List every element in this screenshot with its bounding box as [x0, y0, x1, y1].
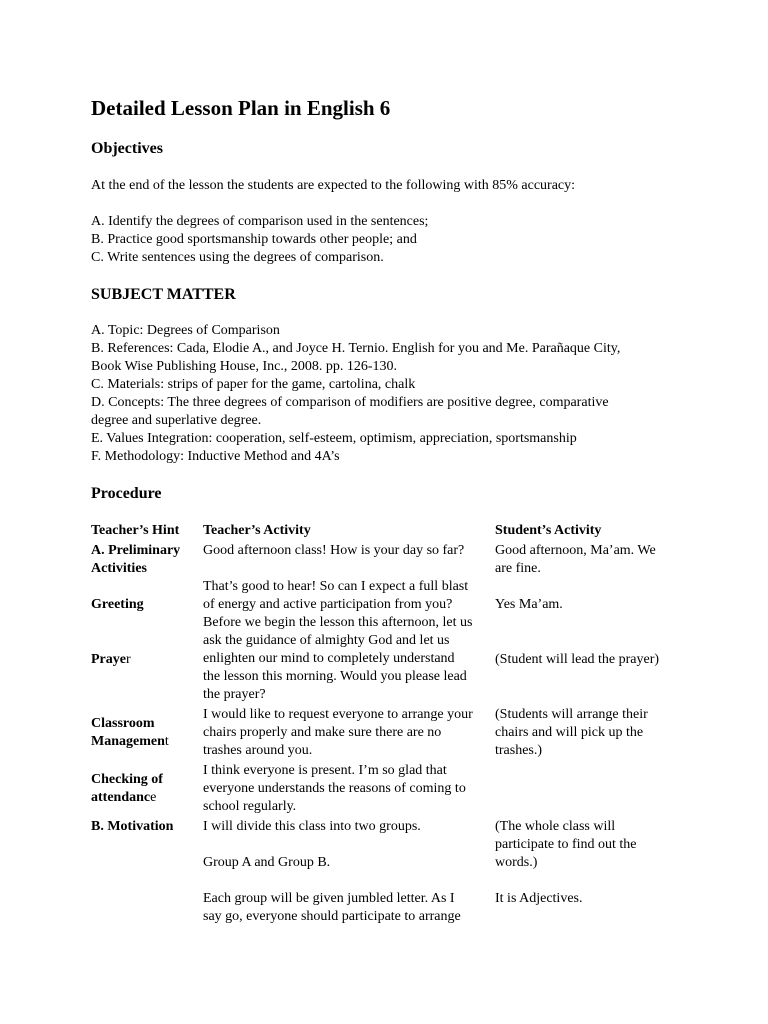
teacher-cell: Before we begin the lesson this afternoon, let us ask the guidance of almighty God and let us enlighten our mind to completely understand the lesson this morning. Would you please lead the prayer?	[203, 615, 473, 702]
objective-item: C. Write sentences using the degrees of comparison.	[91, 250, 384, 265]
teacher-cell: That’s good to hear! So can I expect a full blast of energy and active participation from you?	[203, 579, 469, 612]
subject-line: F. Methodology: Inductive Method and 4A’s	[91, 449, 340, 464]
hint-cell: Prayer	[91, 652, 131, 667]
hint-cell: Greeting	[91, 597, 144, 612]
objective-item: B. Practice good sportsmanship towards other people; and	[91, 232, 417, 247]
teacher-cell: I would like to request everyone to arrange your chairs properly and make sure there are no trashes around you.	[203, 707, 473, 758]
student-cell: Good afternoon, Ma’am. We are fine.	[495, 543, 656, 576]
subject-line: D. Concepts: The three degrees of comparison of modifiers are positive degree, comparative	[91, 395, 609, 410]
header-students-activity: Student’s Activity	[495, 523, 602, 538]
objectives-list	[91, 213, 691, 267]
hint-cell: B. Motivation	[91, 819, 174, 834]
subject-line: A. Topic: Degrees of Comparison	[91, 323, 280, 338]
header-teachers-hint: Teacher’s Hint	[91, 523, 180, 538]
teacher-cell: Good afternoon class! How is your day so far?	[203, 543, 465, 558]
student-cell: (The whole class will participate to find out the words.) It is Adjectives.	[495, 819, 637, 906]
student-cell: Yes Ma’am.	[495, 597, 563, 612]
subject-line: Book Wise Publishing House, Inc., 2008. pp. 126-130.	[91, 359, 398, 374]
hint-cell: Classroom Management	[91, 716, 169, 749]
header-teachers-activity: Teacher’s Activity	[203, 523, 311, 538]
subject-line: B. References: Cada, Elodie A., and Joyce H. Ternio. English for you and Me. Parañaque City,	[91, 341, 621, 356]
procedure-heading: Procedure	[91, 485, 162, 502]
subject-matter-list	[91, 322, 691, 466]
teacher-cell: I will divide this class into two groups. Group A and Group B. Each group will be given jumbled letter. As I say go, everyone should participate to arrange	[203, 819, 461, 924]
subject-line: degree and superlative degree.	[91, 413, 262, 428]
document-title: Detailed Lesson Plan in English 6	[91, 96, 391, 120]
objectives-intro: At the end of the lesson the students are expected to the following with 85% accuracy:	[91, 178, 576, 193]
hint-cell: A. Preliminary Activities	[91, 543, 181, 576]
subject-line: E. Values Integration: cooperation, self-esteem, optimism, appreciation, sportsmanship	[91, 431, 577, 446]
student-cell: (Students will arrange their chairs and will pick up the trashes.)	[495, 707, 648, 758]
objective-item: A. Identify the degrees of comparison used in the sentences;	[91, 214, 429, 229]
hint-cell: Checking of attendance	[91, 772, 163, 805]
subject-line: C. Materials: strips of paper for the game, cartolina, chalk	[91, 377, 416, 392]
objectives-heading: Objectives	[91, 140, 163, 157]
teacher-cell: I think everyone is present. I’m so glad that everyone understands the reasons of coming to school regularly.	[203, 763, 466, 814]
student-cell: (Student will lead the prayer)	[495, 652, 660, 667]
subject-matter-heading: SUBJECT MATTER	[91, 286, 236, 303]
